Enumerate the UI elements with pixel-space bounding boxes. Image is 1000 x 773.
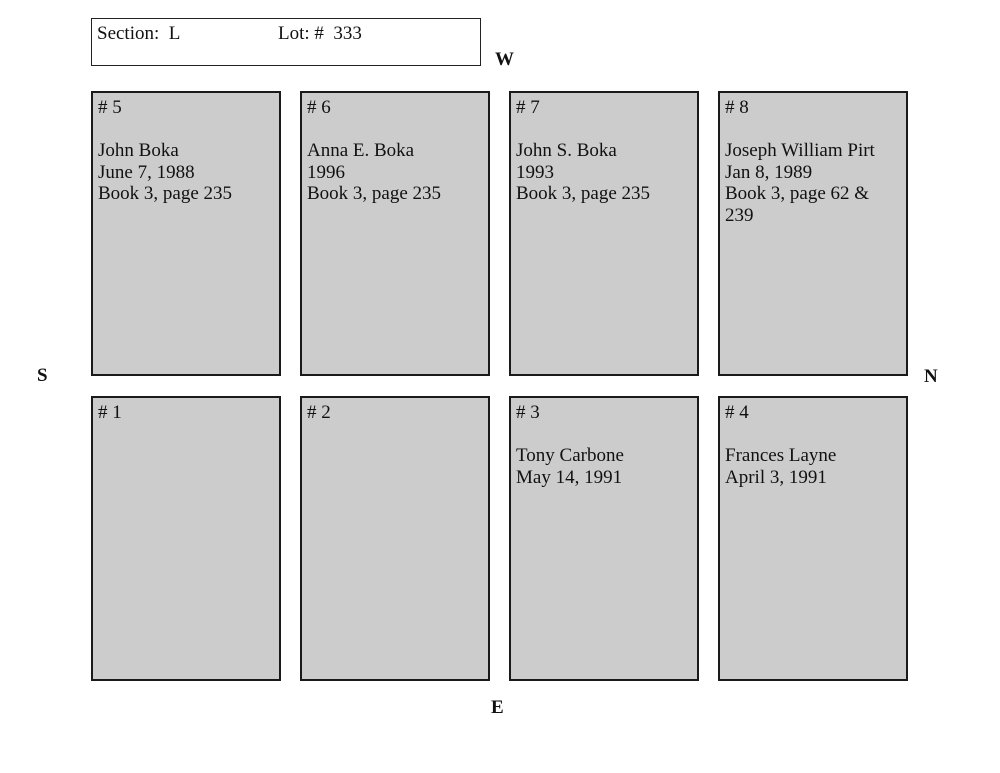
- plot-record: Book 3, page 235: [307, 183, 442, 204]
- plot-date: June 7, 1988: [98, 161, 195, 183]
- plot-number: # 3: [516, 402, 540, 423]
- plot-5: [91, 91, 281, 376]
- compass-west: W: [495, 49, 514, 70]
- plot-number: # 1: [98, 402, 122, 423]
- plot-record: Book 3, page 235: [98, 183, 233, 204]
- plot-date: April 3, 1991: [725, 466, 827, 488]
- plot-name: Anna E. Boka: [307, 140, 415, 161]
- section-label: Section: L: [97, 23, 181, 44]
- plot-2: [300, 396, 490, 681]
- plot-number: # 7: [516, 97, 540, 118]
- plot-date: 1993: [516, 161, 554, 183]
- plot-number: # 2: [307, 402, 331, 423]
- lot-label: Lot: # 333: [278, 23, 362, 44]
- plot-name: Frances Layne: [725, 445, 837, 466]
- plot-date: Jan 8, 1989: [725, 161, 813, 183]
- plot-number: # 4: [725, 402, 749, 423]
- plot-date: 1996: [307, 161, 345, 183]
- plot-4: [718, 396, 908, 681]
- plot-number: # 6: [307, 97, 331, 118]
- plot-number: # 5: [98, 97, 122, 118]
- plot-6: [300, 91, 490, 376]
- plot-record: Book 3, page 235: [516, 183, 651, 204]
- plot-8: [718, 91, 908, 376]
- compass-east: E: [491, 697, 504, 718]
- lot-header-box: [91, 18, 481, 66]
- plot-number: # 8: [725, 97, 749, 118]
- plot-3: [509, 396, 699, 681]
- plot-name: Joseph William Pirt: [725, 140, 875, 161]
- plot-name: John S. Boka: [516, 140, 617, 161]
- plot-7: [509, 91, 699, 376]
- plot-1: [91, 396, 281, 681]
- plot-date: May 14, 1991: [516, 466, 623, 488]
- compass-south: S: [37, 365, 48, 386]
- plot-record: Book 3, page 62 & 239: [725, 183, 870, 226]
- compass-north: N: [924, 366, 938, 387]
- plot-name: Tony Carbone: [516, 445, 624, 466]
- plot-name: John Boka: [98, 140, 179, 161]
